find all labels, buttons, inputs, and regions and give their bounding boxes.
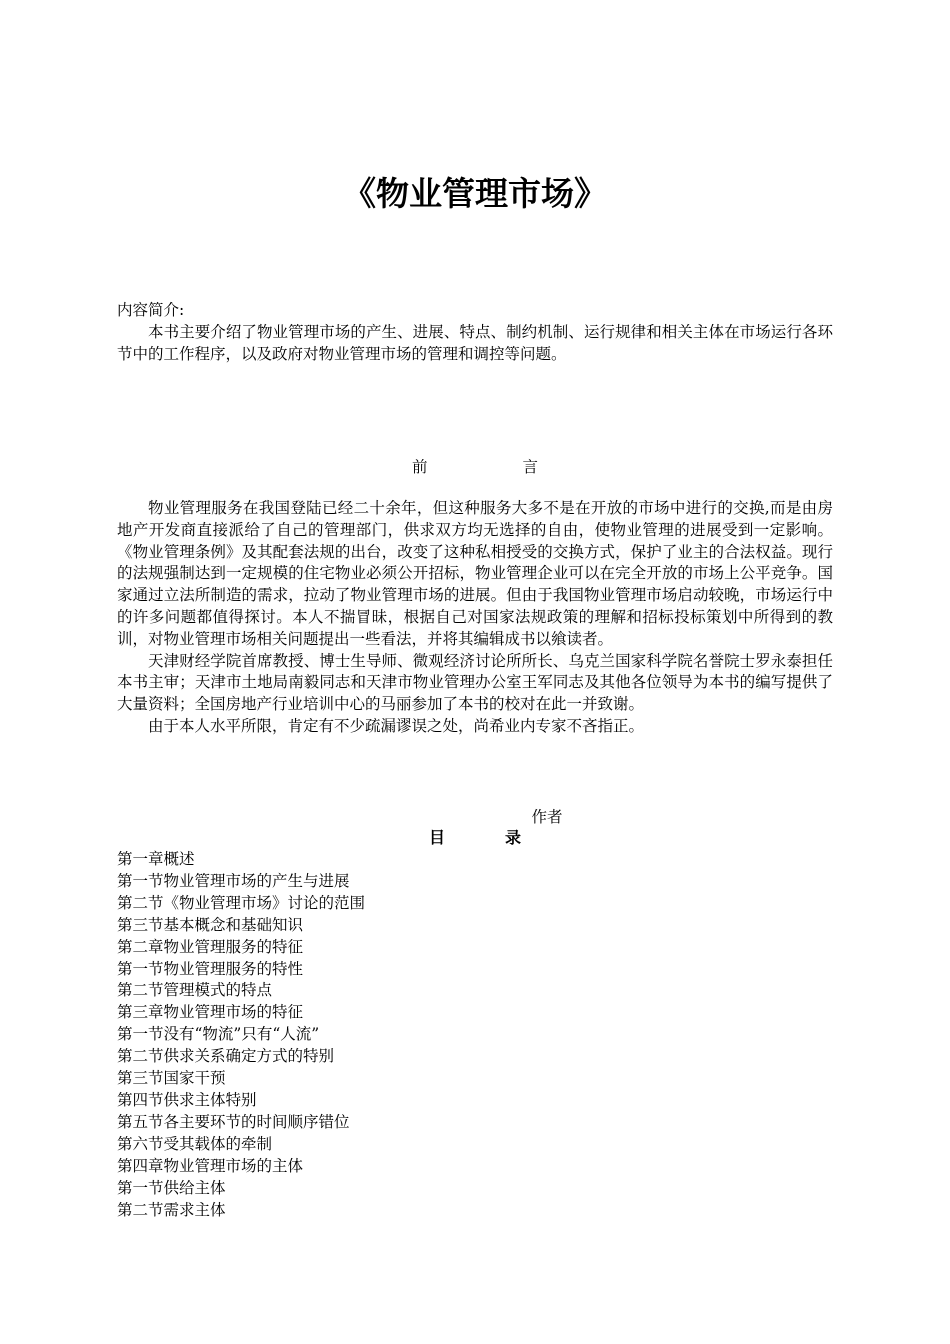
toc-list [117, 849, 365, 1221]
toc-item[interactable]: 第二节需求主体 [117, 1200, 226, 1219]
preface-heading-right: 言 [522, 458, 539, 476]
preface-paragraph: 物业管理服务在我国登陆已经二十余年，但这种服务大多不是在开放的市场中进行的交换,而是由房地产开发商直接派给了自己的管理部门，供求双方均无选择的自由，使物业管理的进展受到一定影响。《物业管理条例》及其配套法规的出台，改变了这种私相授受的交换方式，保护了业主的合法权益。现行的法规强制达到一定规模的住宅物业必须公开招标，物业管理企业可以在完全开放的市场上公平竞争。国家通过立法所制造的需求，拉动了物业管理市场的进展。但由于我国物业管理市场启动较晚，市场运行中的许多问题都值得探讨。本人不揣冒昧，根据自己对国家法规政策的理解和招标投标策划中所得到的教训，对物业管理市场相关问题提出一些看法，并将其编辑成书以飨读者。 [117, 499, 833, 648]
toc-item[interactable]: 第二节管理模式的特点 [117, 981, 273, 1000]
toc-item[interactable]: 第一节物业管理服务的特性 [117, 959, 304, 978]
toc-heading-left: 目 [428, 828, 445, 847]
toc-item[interactable]: 第二节供求关系确定方式的特别 [117, 1047, 335, 1066]
toc-item[interactable]: 第二章物业管理服务的特征 [117, 937, 304, 956]
toc-item[interactable]: 第一章概述 [117, 850, 195, 868]
toc-item[interactable]: 第三节国家干预 [117, 1069, 226, 1088]
preface-paragraph: 由于本人水平所限，肯定有不少疏漏谬误之处，尚希业内专家不吝指正。 [148, 716, 645, 735]
author-text: 作者 [531, 808, 563, 826]
toc-item[interactable]: 第一节没有“物流”只有“人流” [117, 1025, 320, 1044]
toc-item[interactable]: 第三章物业管理市场的特征 [117, 1003, 304, 1022]
preface-heading [0, 456, 950, 478]
toc-item[interactable]: 第五节各主要环节的时间顺序错位 [117, 1112, 350, 1131]
intro-text: 本书主要介绍了物业管理市场的产生、进展、特点、制约机制、运行规律和相关主体在市场运行各环节中的工作程序，以及政府对物业管理市场的管理和调控等问题。 [117, 322, 833, 363]
book-title: 《物业管理市场》 [343, 174, 607, 213]
preface-heading-left: 前 [411, 458, 428, 476]
toc-item[interactable]: 第四节供求主体特别 [117, 1090, 257, 1109]
author-signature [0, 806, 950, 828]
intro-label: 内容简介: [117, 301, 185, 319]
toc-heading-right: 录 [505, 828, 522, 847]
toc-item[interactable]: 第一节供给主体 [117, 1178, 226, 1197]
toc-item[interactable]: 第二节《物业管理市场》讨论的范围 [117, 893, 366, 912]
toc-item[interactable]: 第六节受其载体的牵制 [117, 1134, 273, 1153]
toc-item[interactable]: 第三节基本概念和基础知识 [117, 915, 304, 934]
intro-section [117, 300, 833, 365]
preface-paragraph: 天津财经学院首席教授、博士生导师、微观经济讨论所所长、乌克兰国家科学院名誉院士罗永泰担任本书主审；天津市土地局南毅同志和天津市物业管理办公室王军同志及其他各位领导为本书的编写提供了大量资料；全国房地产行业培训中心的马丽参加了本书的校对在此一并致谢。 [117, 651, 833, 714]
toc-heading [0, 827, 950, 849]
toc-item[interactable]: 第四章物业管理市场的主体 [117, 1156, 304, 1175]
preface-body [117, 498, 833, 738]
toc-item[interactable]: 第一节物业管理市场的产生与进展 [117, 871, 350, 890]
